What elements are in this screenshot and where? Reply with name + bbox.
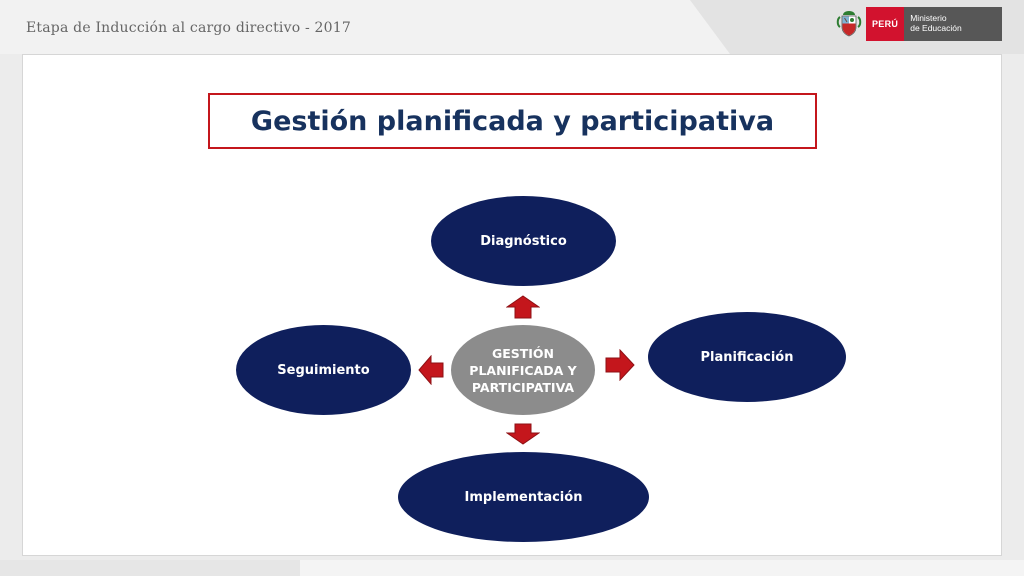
header-title: Etapa de Inducción al cargo directivo - 2017 <box>26 20 351 36</box>
ministry-logo <box>836 7 1002 41</box>
slide-title-box <box>208 93 817 149</box>
arrow-down-icon <box>506 423 540 445</box>
node-seguimiento-label: Seguimiento <box>277 362 370 378</box>
header-stripe <box>690 0 730 54</box>
node-diagnostico <box>431 196 616 286</box>
coat-of-arms-icon <box>836 9 862 39</box>
arrow-right-icon <box>605 349 635 381</box>
node-implementacion <box>398 452 649 542</box>
logo-ministry-line2: de Educación <box>910 23 962 33</box>
node-center <box>451 325 595 415</box>
logo-peru: PERÚ <box>866 7 904 41</box>
arrow-left-icon <box>418 355 444 385</box>
node-implementacion-label: Implementación <box>464 489 583 505</box>
node-diagnostico-label: Diagnóstico <box>480 233 567 249</box>
logo-ministry <box>904 7 1002 41</box>
slide-title: Gestión planificada y participativa <box>250 105 775 137</box>
node-seguimiento <box>236 325 411 415</box>
arrow-up-icon <box>506 295 540 319</box>
node-planificacion <box>648 312 846 402</box>
node-planificacion-label: Planificación <box>700 349 794 365</box>
footer-stripe <box>300 560 1024 576</box>
logo-ministry-line1: Ministerio <box>910 13 947 23</box>
node-center-label: GESTIÓN PLANIFICADA Y PARTICIPATIVA <box>469 345 577 395</box>
